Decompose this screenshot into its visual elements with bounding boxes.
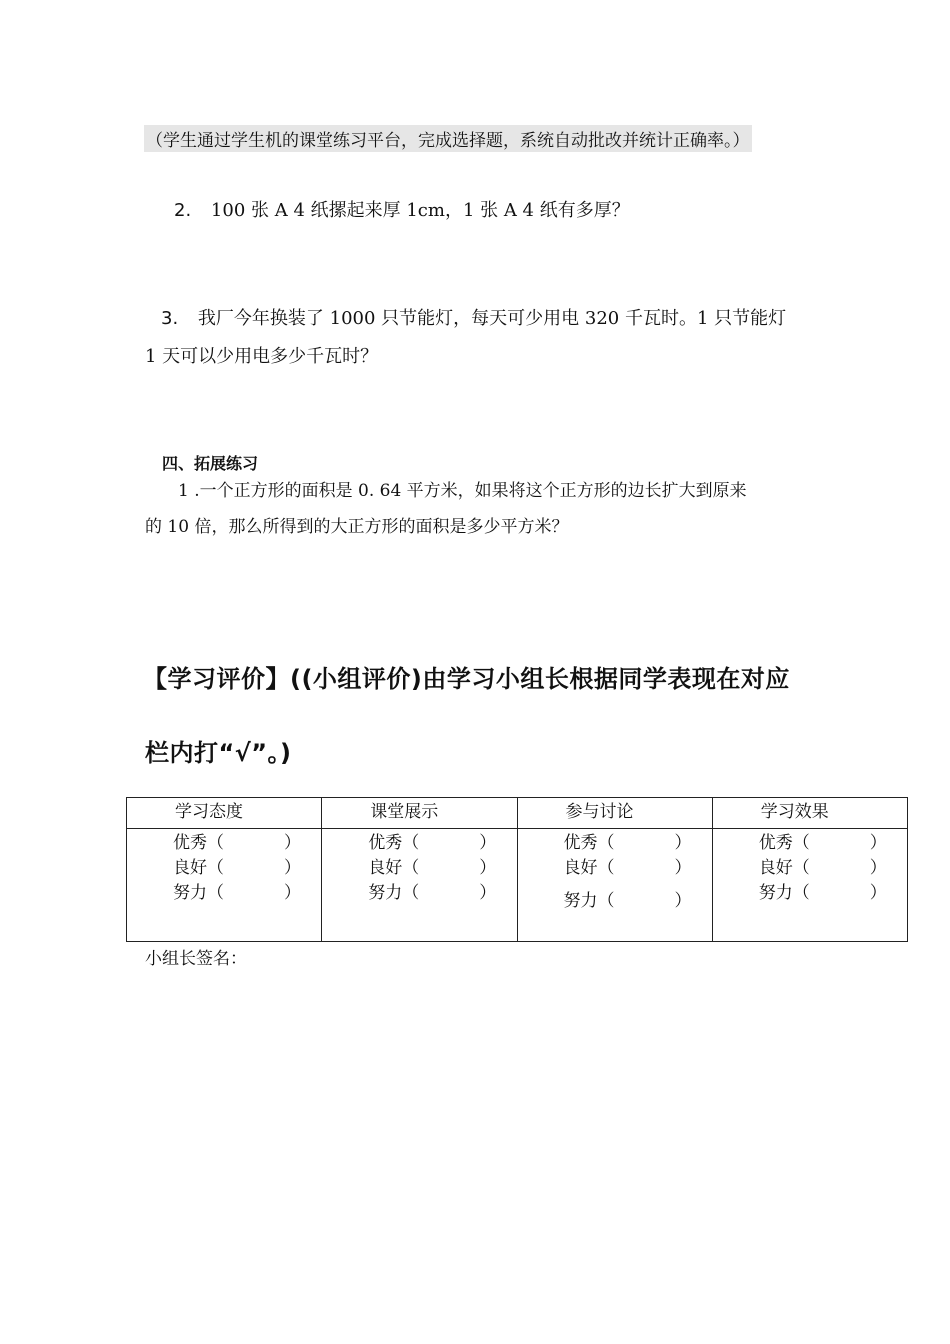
section-4-heading: 四、拓展练习 <box>162 454 259 473</box>
options-discussion <box>517 829 712 942</box>
options-effect <box>712 829 907 942</box>
question-3-number: 3. <box>161 308 179 329</box>
option-effort[interactable]: 努力（ ） <box>758 883 887 903</box>
option-good[interactable]: 良好（ ） <box>563 858 692 878</box>
question-2 <box>174 196 630 222</box>
option-excellent[interactable]: 优秀（ ） <box>563 833 692 853</box>
option-good[interactable]: 良好（ ） <box>173 858 301 878</box>
question-2-text: 100 张 A 4 纸摞起来厚 1cm，1 张 A 4 纸有多厚？ <box>210 200 630 221</box>
header-attitude: 学习态度 <box>127 798 322 829</box>
evaluation-header-row <box>127 798 908 829</box>
option-excellent[interactable]: 优秀（ ） <box>368 833 497 853</box>
options-presentation <box>322 829 517 942</box>
option-effort[interactable]: 努力（ ） <box>368 883 497 903</box>
evaluation-options-row <box>127 829 908 942</box>
question-3-line2: 1 天可以少用电多少千瓦时？ <box>145 346 379 367</box>
header-presentation: 课堂展示 <box>322 798 517 829</box>
evaluation-title-line2: 栏内打“√”。) <box>145 739 292 767</box>
evaluation-title-line1: 【学习评价】((小组评价)由学习小组长根据同学表现在对应 <box>143 665 790 693</box>
option-good[interactable]: 良好（ ） <box>758 858 887 878</box>
question-3-line1 <box>161 304 786 330</box>
evaluation-table <box>126 797 908 942</box>
question-2-number: 2. <box>174 200 192 221</box>
option-effort[interactable]: 努力（ ） <box>173 883 301 903</box>
option-excellent[interactable]: 优秀（ ） <box>758 833 887 853</box>
header-effect: 学习效果 <box>712 798 907 829</box>
platform-note: （学生通过学生机的课堂练习平台，完成选择题，系统自动批改并统计正确率。） <box>144 125 752 152</box>
section-4-item-1-line2: 的 10 倍，那么所得到的大正方形的面积是多少平方米？ <box>145 517 569 537</box>
option-effort[interactable]: 努力（ ） <box>563 891 692 911</box>
question-3-text: 我厂今年换装了 1000 只节能灯，每天可少用电 320 千瓦时。1 只节能灯 <box>197 308 787 329</box>
header-discussion: 参与讨论 <box>517 798 712 829</box>
group-leader-signature: 小组长签名： <box>145 949 247 969</box>
option-excellent[interactable]: 优秀（ ） <box>173 833 301 853</box>
section-4-item-1-line1: 1 .一个正方形的面积是 0. 64 平方米，如果将这个正方形的边长扩大到原来 <box>178 481 747 501</box>
option-good[interactable]: 良好（ ） <box>368 858 497 878</box>
options-attitude <box>127 829 322 942</box>
